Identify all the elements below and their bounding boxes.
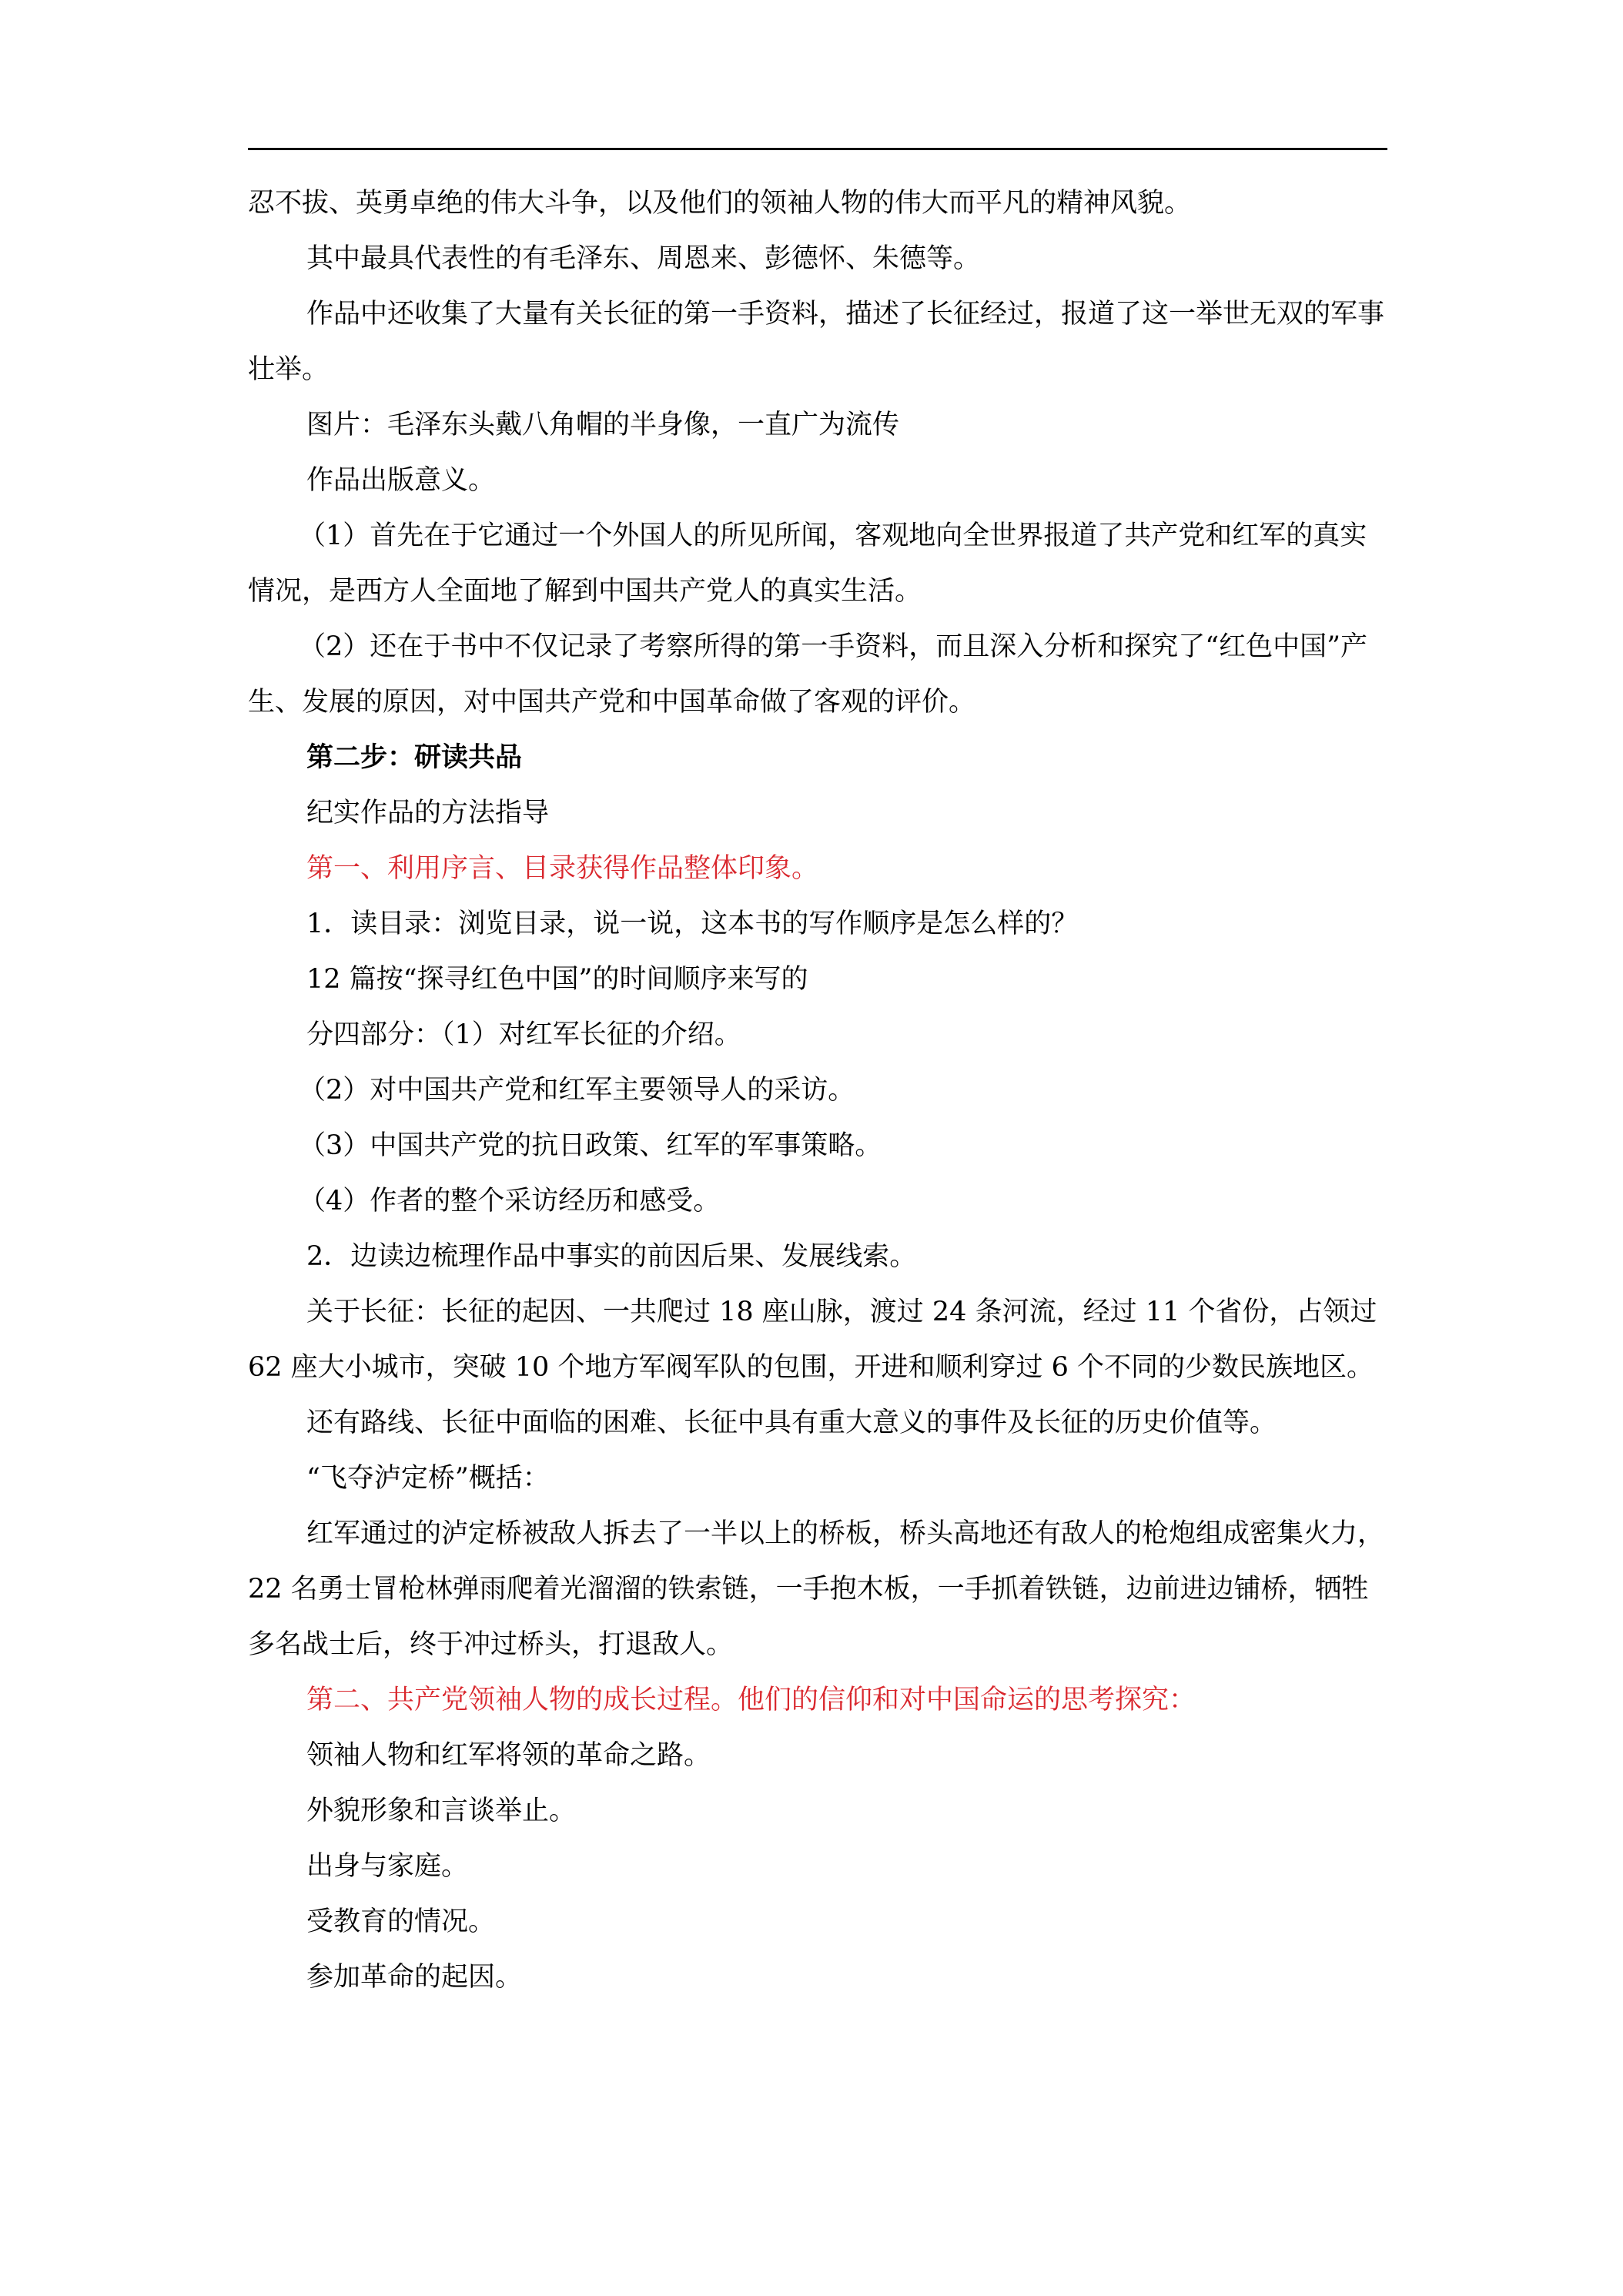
paragraph-about-long-march: 关于长征：长征的起因、一共爬过 18 座山脉，渡过 24 条河流，经过 11 个省份，占领过 62 座大小城市，突破 10 个地方军阀军队的包围，开进和顺利穿过 6 个不同的少数民族地区。 [248, 1297, 1377, 1383]
paragraph-representatives: 其中最具代表性的有毛泽东、周恩来、彭德怀、朱德等。 [306, 243, 981, 274]
paragraph-significance-1: （1）首先在于它通过一个外国人的所见所闻，客观地向全世界报道了共产党和红军的真实情况，是西方人全面地了解到中国共产党人的真实生活。 [248, 520, 1367, 607]
paragraph-continuation: 忍不拔、英勇卓绝的伟大斗争，以及他们的领袖人物的伟大而平凡的精神风貌。 [248, 188, 1192, 219]
paragraph-long-march-materials: 作品中还收集了大量有关长征的第一手资料，描述了长征经过，报道了这一举世无双的军事壮举。 [248, 299, 1385, 385]
paragraph-luding-bridge-summary: 红军通过的泸定桥被敌人拆去了一半以上的桥板，桥头高地还有敌人的枪炮组成密集火力，22 名勇士冒枪林弹雨爬着光溜溜的铁索链，一手抱木板，一手抓着铁链，边前进边铺桥，牺牲多名战士后，终于冲过桥头，打退敌人。 [248, 1518, 1385, 1660]
paragraph-education: 受教育的情况。 [306, 1906, 496, 1937]
paragraph-publication-significance: 作品出版意义。 [306, 465, 496, 496]
heading-point-two: 第二、共产党领袖人物的成长过程。他们的信仰和对中国命运的思考探究： [306, 1685, 1196, 1715]
paragraph-picture-caption: 图片：毛泽东头戴八角帽的半身像，一直广为流传 [306, 410, 900, 440]
paragraph-origin-family: 出身与家庭。 [306, 1851, 469, 1882]
paragraph-luding-bridge-title: “飞夺泸定桥”概括： [306, 1463, 550, 1494]
paragraph-joining-revolution: 参加革命的起因。 [306, 1962, 523, 1993]
paragraph-method-guide: 纪实作品的方法指导 [306, 798, 550, 828]
paragraph-appearance: 外貌形象和言谈举止。 [306, 1796, 577, 1826]
paragraph-significance-2: （2）还在于书中不仅记录了考察所得的第一手资料，而且深入分析和探究了“红色中国”产生、发展的原因，对中国共产党和中国革命做了客观的评价。 [248, 631, 1368, 718]
header-rule [248, 148, 1387, 150]
paragraph-part-2: （2）对中国共产党和红军主要领导人的采访。 [299, 1075, 855, 1106]
heading-step-two: 第二步：研读共品 [306, 741, 523, 773]
paragraph-route-and-value: 还有路线、长征中面临的困难、长征中具有重大意义的事件及长征的历史价值等。 [306, 1407, 1277, 1438]
paragraph-read-and-sort: 2．边读边梳理作品中事实的前因后果、发展线索。 [306, 1241, 917, 1272]
paragraph-four-parts: 分四部分：（1）对红军长征的介绍。 [306, 1019, 741, 1050]
paragraph-revolution-road: 领袖人物和红军将领的革命之路。 [306, 1740, 711, 1771]
paragraph-part-4: （4）作者的整个采访经历和感受。 [299, 1186, 721, 1217]
paragraph-part-3: （3）中国共产党的抗日政策、红军的军事策略。 [299, 1130, 882, 1161]
document-body [248, 176, 1387, 2005]
paragraph-read-contents: 1．读目录：浏览目录，说一说，这本书的写作顺序是怎么样的？ [306, 909, 1079, 939]
paragraph-twelve-chapters: 12 篇按“探寻红色中国”的时间顺序来写的 [306, 964, 808, 995]
heading-point-one: 第一、利用序言、目录获得作品整体印象。 [306, 853, 819, 884]
